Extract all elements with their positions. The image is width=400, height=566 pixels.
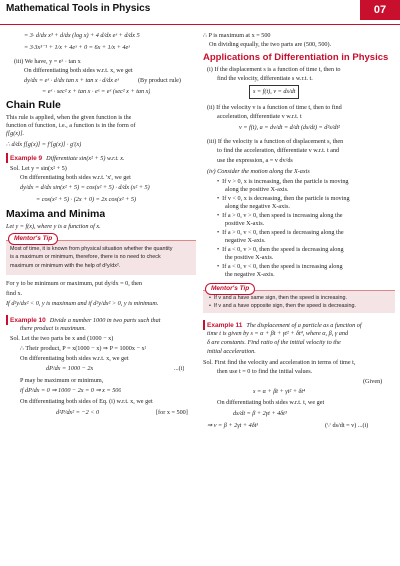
page-header <box>0 0 400 25</box>
example-text: δ are constants. Find ratio of the initial velocity to the <box>207 339 341 346</box>
bullet-cont: along the positive X-axis. <box>225 186 289 193</box>
eq-note: (By product rule) <box>138 77 181 84</box>
tip-line: • If v and a have opposite sign, then the speed is decreasing. <box>209 303 356 310</box>
eq-line: dy/dx = d/dx sin(x² + 5) = cos(x² + 5) · d/dx (x² + 5) <box>20 184 150 191</box>
eq-line: dP/dx = 1000 − 2x <box>46 365 94 372</box>
section-heading-maxima-minima: Maxima and Minima <box>6 208 106 220</box>
eq-tag: (Given) <box>363 378 383 385</box>
bullet-cont: the positive X-axis. <box>225 254 274 261</box>
bullet-cont: positive X-axis. <box>225 220 265 227</box>
eq-line: = cos(x² + 5) · (2x + 0) = 2x cos(x² + 5) <box>36 196 137 203</box>
example-text: Divide a number 1000 in two parts such that <box>49 316 161 324</box>
tip-line: is a maximum or minimum, therefore, there is no need to check <box>10 254 161 260</box>
text-line: This rule is applied, when the given function is the <box>6 114 132 121</box>
eq-line: = 3·3x³⁻¹ + 1/x + 4eˣ + 0 = 6x + 1/x + 4eˣ <box>24 44 131 51</box>
eq-tag: [for x = 500] <box>156 409 188 416</box>
eq-line: v = f(t), a = dv/dt = d/dt (ds/dt) = d²s/dt² <box>239 124 341 131</box>
solution-line: then use t = 0 to find the initial values. <box>217 368 313 375</box>
formula-box: s = f(t), v = ds/dt <box>249 85 299 99</box>
eq-tag: (∵ ds/dt = v) ...(i) <box>325 422 369 429</box>
text-line: (i) If the displacement s is a function of time t, then to <box>207 66 341 73</box>
running-title: Mathematical Tools in Physics <box>6 3 151 14</box>
example-11-header <box>203 320 362 330</box>
solution-line: On differentiating both sides w.r.t. t, we get <box>217 399 325 406</box>
solution-line: On differentiating both sides w.r.t. x, we get <box>20 355 129 362</box>
solution-line: On differentiating both sides of Eq. (i) w.r.t. x, we get <box>20 398 153 405</box>
text-line: For y to be minimum or maximum, put dy/dx = 0, then <box>6 280 142 287</box>
example-marker <box>6 315 8 325</box>
tip-line: maximum or minimum with the help of d²y/dx². <box>10 263 121 269</box>
eq-line: if dP/dx = 0 ⇒ 1000 − 2x = 0 ⇒ x = 500 <box>20 387 122 394</box>
solution-line: Sol. First find the velocity and acceleration in terms of time t, <box>203 359 356 366</box>
example-label: Example 10 <box>10 316 46 324</box>
eq-line: = eˣ · sec² x + tan x · eˣ = eˣ (sec² x + tan x) <box>42 88 151 95</box>
example-label: Example 9 <box>10 154 43 162</box>
text-line: (ii) If the velocity v is a function of time t, then to find <box>207 104 342 111</box>
eq-line: dy/dx = eˣ · d/dx tan x + tan x · d/dx eˣ <box>24 77 120 84</box>
text-line: find x. <box>6 290 23 297</box>
text-line: (iv) Consider the motion along the X-axis <box>207 168 310 175</box>
eq-line: = 3· d/dx x³ + d/dx (log x) + 4 d/dx eˣ + d/dx 5 <box>24 32 140 39</box>
text-line: f[g(x)]. <box>6 130 25 137</box>
bullet-item: • If a > 0, v > 0, then speed is increasing along the <box>217 212 343 219</box>
text-line: Let y = f(x), where y is a function of x. <box>6 223 101 230</box>
bullet-item: • If a < 0, v < 0, then the speed is increasing along <box>217 263 343 270</box>
eq-tag: ...(i) <box>174 365 185 372</box>
bullet-cont: the negative X-axis. <box>225 271 275 278</box>
example-text: initial acceleration. <box>207 348 256 355</box>
mentor-tip-tag: Mentor's Tip <box>8 233 58 245</box>
eq-line: ⇒ v = β + 2γt + 4δt³ <box>207 422 259 429</box>
solution-line: Sol. Let the two parts be x and (1000 − x) <box>10 335 114 342</box>
solution-line: Sol. Let y = sin(x² + 5) <box>10 165 67 172</box>
bullet-cont: along the negative X-axis. <box>225 203 290 210</box>
bullet-item: • If v > 0, x is increasing, then the particle is moving <box>217 178 349 185</box>
eq-line: ∴ d/dx f[g(x)] = f′[g(x)] · g′(x) <box>6 141 82 148</box>
section-heading-chain-rule: Chain Rule <box>6 99 61 111</box>
text-line: (iii) We have, y = eˣ · tan x <box>14 58 81 65</box>
bullet-item: • If a < 0, v > 0, then the speed is decreasing along <box>217 246 344 253</box>
tip-line: • If v and a have same sign, then the speed is increasing. <box>209 295 347 302</box>
bullet-item: • If v < 0, x is decreasing, then the particle is moving <box>217 195 350 202</box>
text-line: ∴ P is maximum at x = 500 <box>203 32 271 39</box>
example-marker <box>6 153 8 163</box>
text-line: On dividing equally, the two parts are (500, 500). <box>209 41 332 48</box>
text-line: to find the acceleration, differentiate v w.r.t. t and <box>217 147 340 154</box>
example-text: The displacement of a particle as a function of <box>246 321 362 329</box>
solution-line: ∴ Their product, P = x(1000 − x) ⇒ P = 1000x − x² <box>20 345 147 352</box>
example-marker <box>203 320 205 330</box>
tip-line: Most of time, it is known from physical situation whether the quantity <box>10 246 173 252</box>
mentor-tip-tag: Mentor's Tip <box>205 283 255 295</box>
left-column <box>6 28 196 566</box>
eq-line: s = α + βt + γt² + δt⁴ <box>253 388 306 395</box>
eq-line: If d²y/dx² < 0, y is maximum and if d²y/dx² > 0, y is minimum. <box>6 300 159 307</box>
bullet-cont: negative X-axis. <box>225 237 266 244</box>
text-line: (iii) If the velocity is a function of displacement s, then <box>207 138 344 145</box>
text-line: function of function, i.e., a function is in the form of <box>6 122 136 129</box>
text-line: use the expression, a = v dv/ds <box>217 157 293 164</box>
solution-line: P may be maximum or minimum, <box>20 377 104 384</box>
text-line: On differentiating both sides w.r.t. x, we get <box>24 67 133 74</box>
right-column <box>203 28 395 566</box>
example-text: Differentiate sin(x² + 5) w.r.t. x. <box>46 154 125 162</box>
text-line: find the velocity, differentiate s w.r.t. t. <box>217 75 313 82</box>
example-text: time t is given by s = α + βt + γt² + δt⁴, where α, β, γ and <box>207 330 349 337</box>
solution-line: On differentiating both sides w.r.t. 'x', we get <box>20 174 131 181</box>
example-10-header <box>6 315 160 325</box>
eq-line: d²P/dx² = −2 < 0 <box>56 409 100 416</box>
example-text: there product is maximum. <box>20 325 86 332</box>
section-heading-applications: Applications of Differentiation in Physics <box>203 52 389 63</box>
example-9-header <box>6 153 125 163</box>
eq-line: ds/dt = β + 2γt + 4δt³ <box>233 410 287 417</box>
page-number: 07 <box>360 0 400 20</box>
example-label: Example 11 <box>207 321 243 329</box>
text-line: acceleration, differentiate v w.r.t. t <box>217 113 302 120</box>
bullet-item: • If a > 0, v < 0, then speed is decreasing along the <box>217 229 344 236</box>
